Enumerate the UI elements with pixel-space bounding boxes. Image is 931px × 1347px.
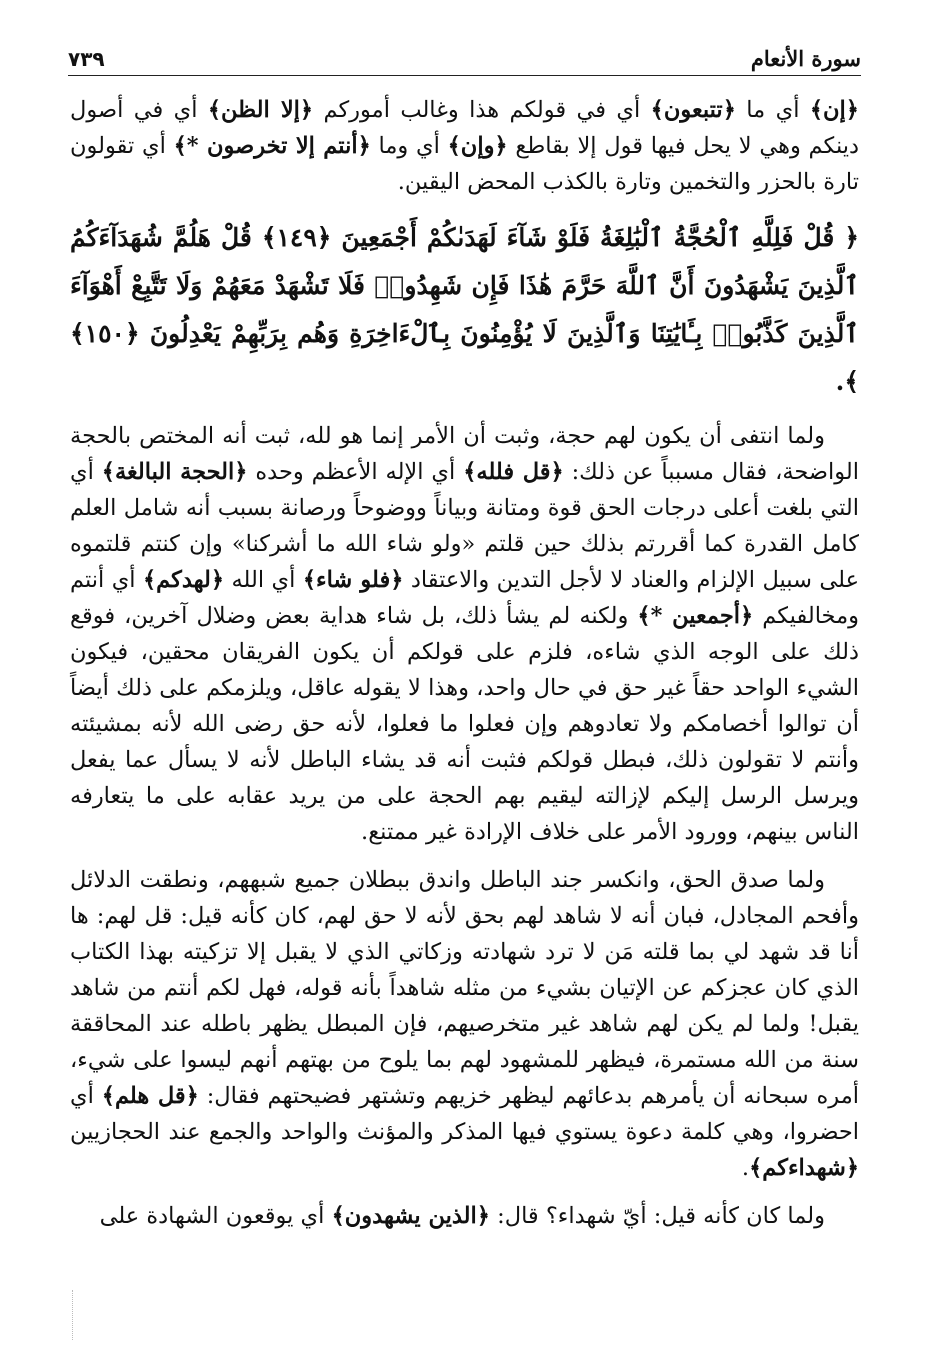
text-run: أي يوقعون الشهادة على [99, 1203, 332, 1229]
paragraph [70, 862, 859, 1186]
quoted-term: ﴿فلو شاء﴾ [302, 567, 404, 593]
quoted-term: ﴿تتبعون﴾ [650, 97, 736, 123]
text-run: أي تقولون تارة بالحزر والتخمين وتارة بالكذب المحض اليقين. [70, 133, 859, 195]
text-run: أي وما [370, 133, 448, 159]
text-run: ولما كان كأنه قيل: أيّ شهداء؟ قال: [489, 1203, 825, 1229]
text-run: أي في قولكم هذا وغالب أموركم [313, 97, 651, 123]
page-number: ٧٣٩ [68, 47, 105, 71]
quoted-term: ﴿إلا الظن﴾ [207, 97, 314, 123]
text-run: ولما صدق الحق، وانكسر جند الباطل واندق ببطلان جميع شبههم، ونطقت الدلائل وأفحم المجادل، فبان أنه لا شاهد لهم بحق لأنه لا حق لهم، كان كأنه قيل: قل لهم: ها أنا قد شهد لي بما قلته مَن لا ترد شهادته وزكاتي الذي لا يقبل إلا تزكيته بهذا الكتاب الذي كان عجزكم عن الإتيان بشيء من مثله شاهداً بأنه قوله، فهل لكم أنتم من شاهد يقبل! ولما لم يكن لهم شاهد غير متخرصيهم، فإن المبطل يظهر باطله عند المحاققة سنة من الله مستمرة، فيظهر للمشهود لهم بما يلوح من بهتهم أنهم ليسوا على شيء، أمره سبحانه أن يأمرهم بدعائهم ليظهر خزيهم وتشتهر فضيحتهم فقال: [70, 867, 859, 1109]
quoted-term: ﴿لهدكم﴾ [142, 567, 225, 593]
quoted-term: ﴿أجمعين *﴾ [637, 603, 754, 629]
quoted-term: ﴿أنتم إلا تخرصون *﴾ [173, 133, 371, 159]
quoted-term: ﴿الحجة البالغة﴾ [101, 459, 248, 485]
scan-artifact [72, 1290, 74, 1340]
quoted-term: ﴿إن﴾ [809, 97, 859, 123]
text-run: أي التي بلغت أعلى درجات الحق قوة ومتانة وبياناً ووضوحاً ورصانة بسبب أنه شامل العلم كامل القدرة كما أقررتم بذلك حين قلتم «ولو شاء الله ما أشركنا» وإن كنتم قلتموه على سبيل الإلزام والعناد لا لأجل التدين والاعتقاد [70, 459, 859, 593]
text-run: أي احضروا، وهي كلمة دعوة يستوي فيها المذكر والمؤنث والواحد والجمع عند الحجازيين [70, 1083, 859, 1145]
quoted-term: ﴿ قُلْ فَلِلَّهِ ٱلْحُجَّةُ ٱلْبَٰلِغَةُ فَلَوْ شَآءَ لَهَدَىٰكُمْ أَجْمَعِينَ ﴿١٤٩﴾ قُلْ هَلُمَّ شُهَدَآءَكُمُ ٱلَّذِينَ يَشْهَدُونَ أَنَّ ٱللَّهَ حَرَّمَ هَٰذَا فَإِن شَهِدُوا۟ فَلَا تَشْهَدْ مَعَهُمْ وَلَا تَتَّبِعْ أَهْوَآءَ ٱلَّذِينَ كَذَّبُوا۟ بِـَٔايَٰتِنَا وَٱلَّذِينَ لَا يُؤْمِنُونَ بِٱلْءَاخِرَةِ وَهُم بِرَبِّهِمْ يَعْدِلُونَ ﴿١٥٠﴾ ﴾. [70, 223, 860, 396]
paragraph [70, 1198, 859, 1234]
text-run: أي الإله الأعظم وحده [247, 459, 464, 485]
quoted-term: ﴿شهداءكم﴾ [749, 1155, 859, 1181]
quoted-term: ﴿قل هلم﴾ [101, 1083, 199, 1109]
quran-verse [70, 214, 859, 406]
paragraph [70, 92, 859, 200]
text-run: أي الله [224, 567, 303, 593]
surah-title: سورة الأنعام [750, 46, 861, 71]
page-header [68, 40, 861, 76]
text-run: ولما انتفى أن يكون لهم حجة، وثبت أن الأمر إنما هو لله، ثبت أنه المختص بالحجة الواضحة، فقال مسبباً عن ذلك: [70, 423, 860, 485]
page-body [70, 92, 859, 1234]
text-run: أي في أصول دينكم وهي لا يحل فيها قول إلا بقاطع [70, 97, 860, 159]
text-run: ولكنه لم يشأ ذلك، بل شاء هداية بعض وضلال آخرين، فوقع ذلك على الوجه الذي شاءه، فلزم على قولكم أن يكون الفريقان محقين، فيكون الشيء الواحد حقاً غير حق في حال واحد، وهذا لا يقوله عاقل، ويلزمكم على ذلك أيضاً أن توالوا أخصامكم ولا تعادوهم وإن فعلوا ما فعلوا، لأنه حق رضى الله لأنه بمشيئته وأنتم لا تقولون ذلك، فبطل قولكم فثبت أنه قد يشاء الباطل لأنه لا يسأل عما يفعل ويرسل الرسل إليكم لإزالته ليقيم بهم الحجة على من يريد عقابه على ما يتعارفه الناس بينهم، وورود الأمر على خلاف الإرادة غير ممتنع. [70, 603, 859, 845]
text-run: أي أنتم ومخالفيكم [70, 567, 860, 629]
quoted-term: ﴿الذين يشهدون﴾ [331, 1203, 490, 1229]
quoted-term: ﴿قل فلله﴾ [463, 459, 564, 485]
quoted-term: ﴿وإن﴾ [447, 133, 508, 159]
text-run: . [741, 1155, 750, 1181]
text-run: أي ما [735, 97, 810, 123]
paragraph [70, 418, 859, 850]
